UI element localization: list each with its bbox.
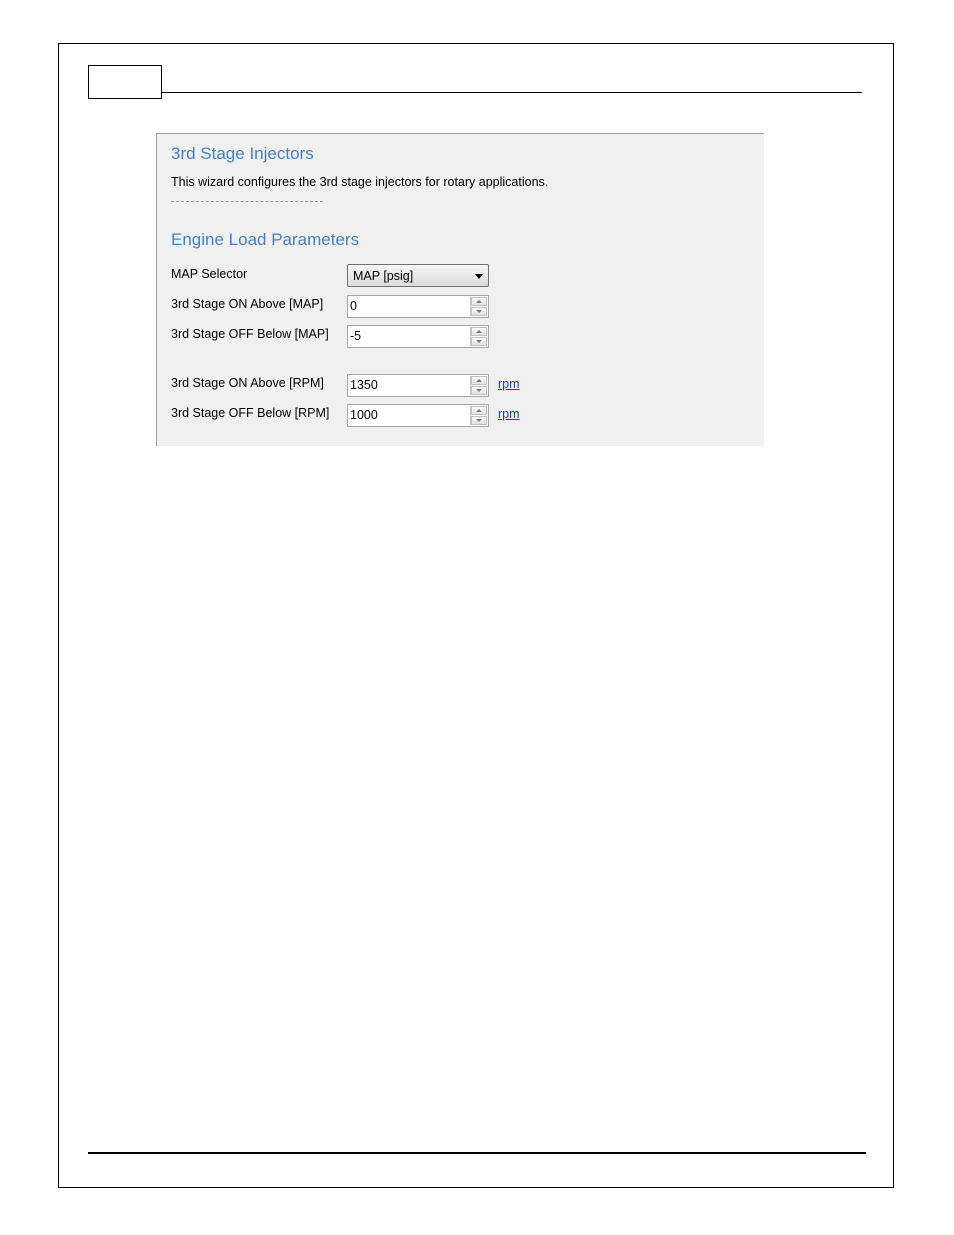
wizard-panel bbox=[156, 133, 764, 446]
on-above-rpm-spinner bbox=[470, 376, 487, 395]
off-below-rpm-spinner bbox=[470, 406, 487, 425]
on-above-rpm-input[interactable] bbox=[347, 374, 489, 397]
spin-up-icon[interactable] bbox=[471, 376, 487, 385]
spin-up-icon[interactable] bbox=[471, 327, 487, 336]
header-rule bbox=[162, 92, 862, 93]
map-selector-dropdown[interactable] bbox=[347, 264, 489, 287]
map-selector-value: MAP [psig] bbox=[353, 269, 414, 283]
chevron-down-icon bbox=[475, 274, 483, 279]
off-below-rpm-value: 1000 bbox=[350, 408, 378, 422]
off-below-map-label: 3rd Stage OFF Below [MAP] bbox=[171, 327, 329, 341]
map-selector-label: MAP Selector bbox=[171, 267, 248, 281]
on-above-rpm-value: 1350 bbox=[350, 378, 378, 392]
spin-up-icon[interactable] bbox=[471, 297, 487, 306]
spin-down-icon[interactable] bbox=[471, 307, 487, 316]
off-below-rpm-input[interactable] bbox=[347, 404, 489, 427]
panel-description: This wizard configures the 3rd stage injectors for rotary applications. bbox=[171, 175, 549, 189]
spin-down-icon[interactable] bbox=[471, 337, 487, 346]
on-above-map-label: 3rd Stage ON Above [MAP] bbox=[171, 297, 324, 311]
footer-rule bbox=[88, 1152, 866, 1154]
spin-up-icon[interactable] bbox=[471, 406, 487, 415]
spin-down-icon[interactable] bbox=[471, 386, 487, 395]
panel-title: 3rd Stage Injectors bbox=[171, 144, 314, 163]
on-above-rpm-unit-link[interactable]: rpm bbox=[498, 377, 520, 391]
on-above-map-spinner bbox=[470, 297, 487, 316]
section-title: Engine Load Parameters bbox=[171, 230, 360, 249]
off-below-rpm-unit-link[interactable]: rpm bbox=[498, 407, 520, 421]
on-above-map-value: 0 bbox=[350, 299, 357, 313]
off-below-map-spinner bbox=[470, 327, 487, 346]
spin-down-icon[interactable] bbox=[471, 416, 487, 425]
header-page-number-box bbox=[88, 65, 162, 99]
dashed-divider bbox=[171, 201, 323, 202]
off-below-rpm-label: 3rd Stage OFF Below [RPM] bbox=[171, 406, 330, 420]
off-below-map-input[interactable] bbox=[347, 325, 489, 348]
on-above-map-input[interactable] bbox=[347, 295, 489, 318]
on-above-rpm-label: 3rd Stage ON Above [RPM] bbox=[171, 376, 324, 390]
off-below-map-value: -5 bbox=[350, 329, 362, 343]
